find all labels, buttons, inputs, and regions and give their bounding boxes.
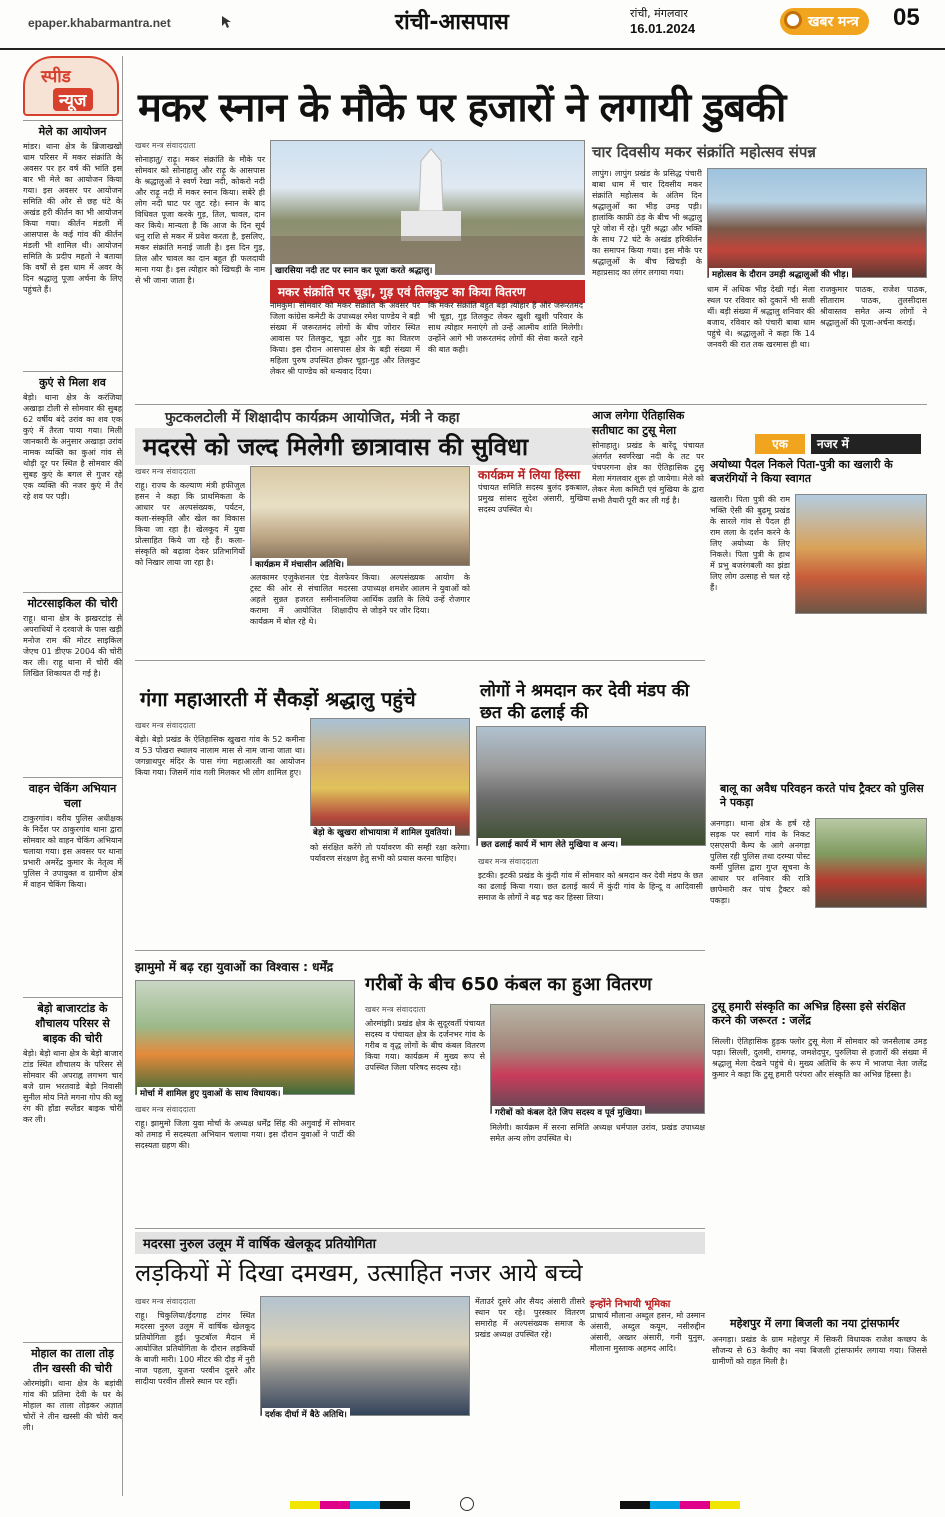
article-text: कि मकर संक्रांति बहुत बड़ा त्योहार है और जरूरतमंद भी चूड़ा, गुड़ तिलकुट लेकर खुशी खुशी परिवार के साथ त्योहार मनाएंगे तो उन्हें आत्मीय शांति मिलेगी। उन्होंने आगे भी जरूरतमंद लोगों की सेवा करते रहने की बात कही। [428, 301, 583, 354]
byline: खबर मन्त्र संवाददाता [478, 857, 539, 866]
photo-caption: मोर्चा में शामिल हुए युवाओं के साथ विधायक। [137, 1087, 283, 1100]
article-text: लापुंग। लापुंग प्रखंड के प्रसिद्ध पंचारी बाबा धाम में चार दिवसीय मकर संक्रांति महोत्सव के अंतिम दिन श्रद्धालुओं का भीड़ उमड़ पड़ी। हालांकि काफ़ी ठंड़ के बीच भी श्रद्धालु पूरे जोश में रहे। पूरी श्रद्धा और भक्ति के साथ 72 घंटे के अखंड हरिकीर्तन का समापन किया गया। इस मौके पर श्रद्धालुओं के बीच खिचड़ी के महाप्रसाद का लंगर लगाया गया। [592, 169, 702, 277]
khelkud-kicker: मदरसा नुरुल उलूम में वार्षिक खेलकूद प्रतियोगिता [135, 1232, 705, 1254]
photo-caption: दर्शक दीर्घा में बैठे अतिथि। [262, 1408, 350, 1421]
divider [135, 1228, 705, 1229]
main-headline: मकर स्नान के मौके पर हजारों ने लगायी डुबकी [138, 85, 786, 131]
article-text: सोनाहातु/ राढ़ू। मकर संक्रांति के मौके पर सोमवार को सोनाहातु और राढ़ू के आसपास के श्रद्धालुओं ने स्वर्ण रेखा नदी, कोकरो नदी और राढ़ू नदी में मकर स्नान किया। सबेरे ही लोग नदी घाट पर जुट रहे। स्नान के बाद विधिवत पूजा करके गुड़, तिल, चावल, दान कर किये। मान्यता है कि आज के दिन सूर्य धनु राशि से मकर में प्रवेश करता है, इसलिए, मकर संक्रांति मनाई जाती है। इस दिन गुड़, तिल और चावल का दान बहुत ही फलदायी माना गया है। इस त्योहार को खिचड़ी के नाम से भी जाना जाता है। [135, 155, 265, 285]
print-color-bar [620, 1501, 740, 1509]
article-text: राहू। झामुमो जिला युवा मोर्चा के अध्यक्ष धर्मेंद्र सिंह की अगुवाई में सोमवार को तमाड़ में सदस्यता अभियान चलाया गया। इस दौरान युवाओं ने पार्टी की सदस्यता ग्रहण की। [135, 1119, 355, 1150]
photo-caption: बेड़ो के खुखरा शोभायात्रा में शामिल युवतियां। [310, 826, 455, 839]
article-text: को संरक्षित करेंगे तो पर्यावरण की सम्ही रक्षा करेगा। पर्यावरण संरक्षण हेतु सभी को प्रयास करना चाहिए। [310, 843, 470, 863]
byline: खबर मन्त्र संवाददाता [135, 721, 196, 730]
photo-caption: खारसिया नदी तट पर स्नान कर पूजा करते श्रद्धालु। [272, 264, 435, 277]
ek-nazar-tag [755, 434, 925, 456]
brief-item [23, 120, 122, 367]
speed-label: स्पीड [41, 67, 71, 87]
river-bathing-photo [270, 140, 585, 275]
article-text: सोनाहातु। प्रखंड के बारेंदू पंचायत अंतर्गत स्वर्णरेखा नदी के तट पर पंचपरगना क्षेत्र का ऐतिहासिक टुसू मेला मंगलवार शुरू हो जायेगा। मेले को लेकर मेला कमिटी एवं मुखिया के द्वारा सभी तैयारी पूरी कर ली गई है। [592, 441, 704, 505]
brand-logo-icon [784, 11, 802, 29]
article-text: किया। अल्पसंख्यक आयोग के उपाध्यक्ष शमशेर आलम ने युवाओं को आर्थिक उन्नति के लिये उन्हें रोजगार से जोड़ने पर जोर दिया। [362, 573, 470, 615]
section-title: रांची-आसपास [395, 10, 509, 35]
brief-title: वाहन चेकिंग अभियान चला [23, 777, 122, 811]
print-color-bar [290, 1501, 410, 1509]
mahotsav-crowd-photo [707, 168, 927, 278]
brief-item [23, 592, 122, 773]
brand-name: खबर मन्त्र [780, 8, 869, 35]
byline: खबर मन्त्र संवाददाता [365, 1005, 426, 1014]
brief-title: कुएं से मिला शव [23, 371, 122, 390]
brief-item [23, 777, 122, 993]
sports-event-photo [260, 1296, 470, 1416]
ayodhya-walkers-photo [795, 494, 927, 614]
brief-item [23, 1342, 122, 1496]
brief-title: मोहाल का ताला तोड़ तीन खस्सी की चोरी [23, 1342, 122, 1376]
jmm-members-photo [135, 980, 355, 1095]
khelkud-subhead: इन्होंने निभायी भूमिका [590, 1299, 671, 1310]
brief-title: मोटरसाइकिल की चोरी [23, 592, 122, 611]
dharmendra-headline: झामुमो में बढ़ रहा युवाओं का विश्वास : धर्मेंद्र [135, 960, 334, 974]
shramdan-photo [476, 726, 706, 846]
photo-caption: महोत्सव के दौरान उमड़ी श्रद्धालुओं की भीड़। [709, 268, 852, 281]
article-text: बेड़ो। बेड़ो प्रखंड के ऐतिहासिक खुखरा गांव के 52 कमीना व 53 पोखरा स्थालय नालाम मास से नाम जाना जाता था। जगन्नाथपुर मंदिर के पास गंगा महाआरती का आयोजन किया गया। जिसमें गांव गली मिलकर भी लोग शामिल हुए। [135, 735, 305, 777]
article-text: अनगड़ा। थाना क्षेत्र के हर्ष रहे सड़क पर स्वार्ग गांव के निकट एसएसपी कैम्प के आगे अनगड़ा पुलिस रही पुलिस तथा दरम्या पोस्ट कर्मी पुलिस द्वारा गुप्त सूचना के आधार पर शनिवार की रात्रि छापेमारी कर पांच ट्रैक्टर को पकड़ा। [710, 819, 810, 905]
article-text: सिल्ली। ऐतिहासिक हुड़क फ्लोर टुसू मेला में सोमवार को जनसैलाब उमड़ पड़ा। सिल्ली, दुलमी, रामगढ़, जमशेदपुर, पुरुलिया से हजारों की संख्या में श्रद्धालु मेला देखने पहुंचे थे। मुख्य अतिथि के रूप में भाजपा नेता जलेंद्र कुमार ने कहा कि टुसू हमारी परंपरा और संस्कृति का अभिन्न हिस्सा है। [712, 1037, 927, 1079]
photo-caption: छत ढलाई कार्य में भाग लेते मुखिया व अन्य। [478, 838, 621, 851]
madrasa-stage-photo [250, 466, 470, 566]
byline: खबर मन्त्र संवाददाता [135, 1297, 196, 1306]
byline: खबर मन्त्र संवाददाता [135, 467, 196, 476]
kambal-headline: गरीबों के बीच 650 कंबल का हुआ वितरण [365, 974, 652, 995]
tag-nazar: नजर में [811, 434, 921, 454]
article-text: प्राचार्य मौलाना अब्दुल हसन, मो उस्मान अंसारी, अब्दुल कयूम, नसीरुद्दीन अंसारी, अख्तर अंसारी, गनी युनुस, मौलाना मुस्ताक अहमद आदि। [590, 1311, 705, 1353]
khelkud-headline: लड़कियों में दिखा दमखम, उत्साहित नजर आये बच्चे [135, 1259, 583, 1287]
brief-text: ओरमांझी। थाना क्षेत्र के बड़ांवी गांव की प्रतिमा देवी के घर के मोहाल का ताला तोड़कर अज्ञात चोरों ने तीन खस्सी की चोरी कर ली। [23, 1379, 122, 1432]
masthead [0, 0, 945, 50]
madrasa-subhead: कार्यक्रम में लिया हिस्सा [478, 468, 581, 482]
photo-caption: गरीबों को कंबल देते जिप सदस्य व पूर्व मुखिया। [492, 1106, 645, 1119]
blanket-distribution-photo [490, 1004, 705, 1114]
madrasa-headline: मदरसे को जल्द मिलेगी छात्रावास की सुविधा [135, 428, 595, 465]
brief-item [23, 371, 122, 588]
article-text: नामकुम। सोमवार को मकर संक्रांति के अवसर पर जिला कांग्रेस कमेटी के उपाध्यक्ष रमेश पाण्डेय ने बड़ी संख्या में जरूरतमंद लोगों के बीच जोरार स्थित आवास पर तिलकुट, चूड़ा और गुड़ का वितरण किया। इस दौरान आसपास क्षेत्र के बड़ी संख्या में महिला पुरुष उपस्थित होकर चूड़ा-गुड़ और तिलकुट लेकर श्री पाण्डेय को धन्यवाद दिया। [270, 301, 420, 376]
article-text: मिलेगी। कार्यक्रम में सरना समिति अध्यक्ष धर्मपाल उरांव, प्रखंड उपाध्यक्ष समेत अन्य लोग उपस्थित थे। [490, 1123, 705, 1143]
city-day: रांची, मंगलवार [630, 7, 688, 20]
brief-text: बेड़ो। थाना क्षेत्र के करंजिया अखाड़ा टोली से सोमवार की सुबह 62 वर्षीय बंदे उरांव का शव एक कुएं में तैरता पाया गया। मिली जानकारी के अनुसार अखाड़ा उरांव नामक व्यक्ति का कुआं गांव से थोड़ी दूर पर स्थित है सोमवार की सुबह कुएं के बगल से गुजर रहे एक व्यक्ति की नजर कुएं में तैर रहे शव पर पड़ी। [23, 393, 122, 501]
ganga-aarti-photo [310, 718, 470, 836]
brief-text: मांडर। थाना क्षेत्र के ब्रिजाखखो धाम परिसर में मकर संक्रांति के अवसर पर हर वर्ष की भांति इस बार भी मेले का आयोजन किया गया। इस अवसर पर आयोजन समिति की ओर से छह घंटे के अखंड हरी कीर्तन का भी आयोजन किया गया। कीर्तन मंडली में आसपास के कई गांव की कीर्तन मंडली भी शामिल थी। आयोजन समिति के प्रदीप महतो ने बताया कि वर्षों से इस धाम में अवर के दिन श्रद्धालु पूजा अर्चना के लिए पहुंचते हैं। [23, 142, 122, 294]
photo-caption: कार्यक्रम में मंचासीन अतिथि। [252, 558, 347, 571]
divider [135, 404, 927, 405]
divider [135, 660, 705, 661]
transformer-headline: महेशपुर में लगा बिजली का नया ट्रांसफार्मर [730, 1317, 900, 1330]
ganga-headline: गंगा महाआरती में सैकड़ों श्रद्धालु पहुंचे [140, 687, 416, 711]
news-label: न्यूज [53, 88, 93, 111]
page-number: 05 [893, 4, 920, 31]
article-text: राजकुमार पाठक, राजेश पाठक, सीताराम पाठक, तुलसीदास श्रीवास्तव समेत अन्य लोगों ने श्रद्धालुओं की पूजा-अर्चना कराई। [820, 285, 927, 327]
madrasa-kicker: फुटकलटोली में शिक्षादीप कार्यक्रम आयोजित, मंत्री ने कहा [165, 410, 460, 426]
article-text: ओरमांझी। प्रखंड क्षेत्र के सुदूरवर्ती पंचायत सदस्य व पंचायत क्षेत्र के दर्जनभर गांव के गरीब व वृद्ध लोगों के बीच कंबल वितरण किया गया। कार्यक्रम में मुख्य रूप से उपस्थित जिला परिषद सदस्य रहे। [365, 1019, 485, 1072]
tusu-kicker: आज लगेगा ऐतिहासिक सतीघाट का टुसू मेला [592, 409, 685, 437]
cursor-icon [222, 16, 232, 28]
brief-title: बेड़ो बाजारटांड के शौचालय परिसर से बाइक की चोरी [23, 997, 122, 1046]
chuda-band-headline: मकर संक्रांति पर चूड़ा, गुड़ एवं तिलकुट का किया वितरण [270, 280, 585, 303]
brief-text: टाकुरगांव। वरीय पुलिस अधीक्षक के निर्देश पर ठाकुरगांव थाना द्वारा सोमवार को वाहन चेकिंग अभियान चलाया गया। इस अवसर पर थाना प्रभारी अमरेंद्र कुमार के नेतृत्व में पुलिस ने उपायुक्त व ग्रामीण क्षेत्र में वाहन चेकिंग किया। [23, 814, 122, 889]
brief-title: मेले का आयोजन [23, 120, 122, 139]
speed-news-logo [23, 56, 119, 116]
brief-item [23, 997, 122, 1338]
left-briefs-column [23, 56, 123, 1496]
divider [135, 950, 705, 951]
article-text: राहू। चिकुलिया/ईदगाह टांगर स्थित मदरसा नुरुल उलूम में वार्षिक खेलकूद प्रतियोगिता हुई। फुटबॉल मैदान में आयोजित प्रतियोगिता के दौरान लड़कियों के बाजी मारी। 100 मीटर की दौड़ में नुरी नाज पहला, यूजना परवीन दूसरे और सादीया परवीन तीसरे स्थान पर रहीं। [135, 1311, 255, 1386]
jalendra-headline: टुसू हमारी संस्कृति का अभिन्न हिस्सा इसे संरक्षित करने की जरूरत : जलेंद्र [712, 1000, 906, 1027]
tractor-photo [815, 818, 927, 908]
byline: खबर मन्त्र संवाददाता [135, 1105, 196, 1114]
tag-ek: एक [755, 434, 805, 454]
article-text: अलकामर एजुकेशनल एंड वेलफेयर ट्रस्ट की ओर से संचालित मदरसा अहले सुन्नत हजरत समीनानलिया करामा में आयोजित शिक्षादीप कार्यक्रम में बोल रहे थे। [250, 573, 358, 626]
article-text: धाम में अधिक भीड़ देखी गई। मेला स्थल पर रविवार को दुकानें भी सजी थीं। बड़ी संख्या में श्रद्धालु शनिवार की बजाय, रविवार को पंचारी बाबा धाम पहुंचे थे। श्रद्धालुओं ने कहा कि 14 जनवरी की रात तक खरमास ही था। [707, 285, 815, 349]
article-text: राहू। राज्य के कल्याण मंत्री हफीजुल हसन ने कहा कि प्राथमिकता के आधार पर अल्पसंख्यक, पर्यटन, कला-संस्कृति और खेल का विकास किया जा रहा है। खेलकूद में युवा प्रोत्साहित किये जा रहे हैं। कला-संस्कृति को बढ़ावा देकर प्रतिभागियों को निखार लाया जा रहा है। [135, 481, 245, 567]
registration-mark-icon [460, 1497, 474, 1511]
temple-icon [271, 141, 585, 275]
tractor-headline: बालू का अवैध परिवहन करते पांच ट्रैक्टर को पुलिस ने पकड़ा [720, 782, 924, 809]
epaper-url[interactable]: epaper.khabarmantra.net [28, 16, 171, 30]
dateline [630, 6, 695, 36]
byline: खबर मन्त्र संवाददाता [135, 141, 196, 150]
brief-text: बेड़ो। बेड़ो थाना क्षेत्र के बेड़ो बाजार टांड स्थित शौचालय के परिसर से सोमवार की अपराह्न लगभग चार बजे ग्राम भरतवाडे बेड़ो निवासी सुनील मोय निते मगना गोप की ब्लू रंग की होंडा स्प्लेंडर बाइक चोरी कर ली। [23, 1049, 122, 1124]
issue-date: 16.01.2024 [630, 21, 696, 36]
article-text: मेंताउर्र दूसरे और सैयद अंसारी तीसरे स्थान पर रहे। पुरस्कार वितरण समारोह में अल्पसंख्यक समाज के प्रखंड अध्यक्ष उपस्थित रहे। [475, 1297, 585, 1339]
article-text: पंचायत समिति सदस्य बुलंद इकबाल, प्रमुख सांसद सुदेश अंसारी, मुखिया सदस्य उपस्थित थे। [478, 483, 590, 514]
article-text: इटकी। इटकी प्रखंड के कुंदी गांव में सोमवार को श्रमदान कर देवी मंडप के छत का ढलाई किया गया। छत ढलाई कार्य में कुंदी गांव के हिन्दू व आदिवासी समाज के लोगों ने बढ़ चढ़ कर हिस्सा लिया। [478, 871, 703, 902]
mahotsav-headline: चार दिवसीय मकर संक्रांति महोत्सव संपन्न [592, 143, 816, 161]
article-text: खलारी। पिता पुत्री की राम भक्ति ऐसी की बुढ़मू प्रखंड के सारले गांव से पैदल ही राम लला के दर्शन करने के लिए अयोध्या के लिए निकले। पिता पुत्री के हाथ में प्रभु बजरंगबली का झंडा लिए लोग उत्साह से चल रहे हैं। [710, 495, 790, 592]
shramdan-headline: लोगों ने श्रमदान कर देवी मंडप की छत की ढलाई की [480, 681, 690, 723]
article-text: अनगड़ा। प्रखंड के ग्राम महेशपुर में सिकरी विधायक राजेश कच्छप के सौजन्य से 63 केवीए का नया बिजली ट्रांसफार्मर लगाया गया। जिससे ग्रामीणों को राहत मिली है। [712, 1335, 927, 1366]
ayodhya-headline: अयोध्या पैदल निकले पिता-पुत्री का खलारी के बजरंगियों ने किया स्वागत [710, 458, 893, 485]
brief-text: राहू। थाना क्षेत्र के झखरटांड़ से अपराधियों ने दरवाजे के पास खड़ी मनोज राम की मोटर साइकिल जेएच 01 डीएफ 2004 की चोरी कर ली। राहू थाना में चोरी की लिखित शिकायत दी गई है। [23, 614, 122, 678]
